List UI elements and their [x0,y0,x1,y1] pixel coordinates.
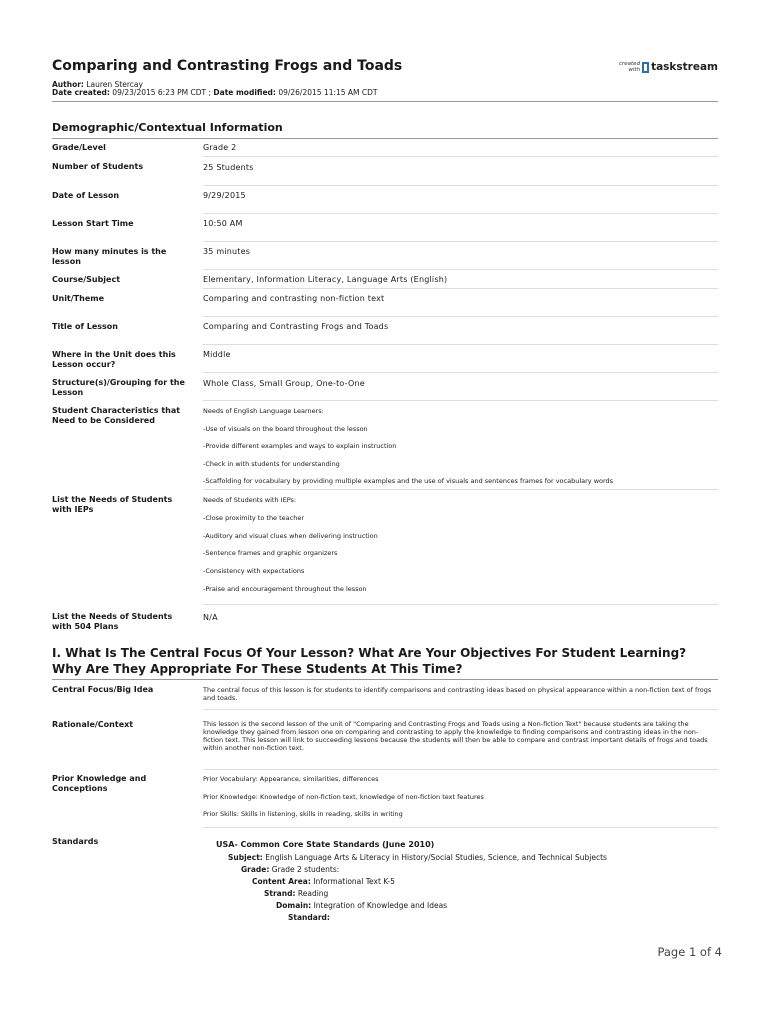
dates-line [52,88,378,97]
standards-grade: Grade: Grade 2 students: [241,865,340,874]
row-label: List the Needs of Students with IEPs [52,495,173,514]
characteristics-line: -Use of visuals on the board throughout the lesson [203,425,368,433]
date-modified: 09/26/2015 11:15 AM CDT [278,88,378,97]
row-divider [203,156,718,157]
row-divider [203,769,718,770]
iep-line: Needs of Students with IEPs: [203,496,297,504]
row-divider [203,241,718,242]
taskstream-logo [619,61,718,73]
standards-subject: Subject: English Language Arts & Literacy in History/Social Studies, Science, and Technical Subjects [228,853,607,862]
row-label: Course/Subject [52,275,121,284]
row-value: 25 Students [203,163,254,172]
row-value: Elementary, Information Literacy, Language Arts (English) [203,275,448,284]
date-created: 09/23/2015 6:23 PM CDT [112,88,207,97]
row-value: N/A [203,613,218,622]
iep-line: -Praise and encouragement throughout the lesson [203,585,367,593]
row-label: Structure(s)/Grouping for the Lesson [52,378,185,397]
row-divider [203,489,718,490]
iep-line: -Sentence frames and graphic organizers [203,549,338,557]
row-value: Comparing and contrasting non-fiction text [203,294,385,303]
characteristics-line: -Check in with students for understanding [203,460,340,468]
prior-line: Prior Skills: Skills in listening, skills in reading, skills in writing [203,810,403,818]
central-focus-text: The central focus of this lesson is for students to identify comparisons and contrasting ideas based on physical appearance within a non-fiction text of frogs and toads. [203,686,712,702]
standards-content-area: Content Area: Informational Text K-5 [252,877,395,886]
author-label: Author: [52,80,84,89]
created-with-text: created with [618,61,641,73]
row-label: Rationale/Context [52,720,134,729]
row-divider [203,269,718,270]
row-divider [203,604,718,605]
row-value: Comparing and Contrasting Frogs and Toads [203,322,389,331]
row-divider [203,709,718,710]
iep-line: -Auditory and visual clues when delivering instruction [203,532,378,540]
section-divider [52,679,718,680]
section-divider [52,138,718,139]
rationale-text: This lesson is the second lesson of the unit of "Comparing and Contrasting Frogs and Toads using a Non-fiction Text" because students are taking the knowledge they gained from lesson one on comparing and contrasting to apply the knowledge to finding comparisons and contrasting ideas in the non-fiction text. This lesson will link to succeeding lessons because the students will then be able to compare and contrast important details of frogs and toads within another non-fiction text. [203,720,708,752]
row-value: Middle [203,350,231,359]
row-label: Date of Lesson [52,191,120,200]
row-divider [203,827,718,828]
characteristics-line: Needs of English Language Learners: [203,407,324,415]
author-name: Lauren Stercay [86,80,143,89]
row-value: 10:50 AM [203,219,243,228]
row-label: Where in the Unit does this Lesson occur? [52,350,176,369]
row-label: Prior Knowledge and Conceptions [52,774,147,793]
standards-standard: Standard: [288,913,330,922]
row-divider [203,400,718,401]
row-value: 35 minutes [203,247,251,256]
row-value: Grade 2 [203,143,237,152]
row-divider [203,185,718,186]
prior-line: Prior Knowledge: Knowledge of non-fiction text, knowledge of non-fiction text features [203,793,484,801]
characteristics-line: -Provide different examples and ways to explain instruction [203,442,397,450]
prior-line: Prior Vocabulary: Appearance, similarities, differences [203,775,379,783]
date-created-label: Date created: [52,88,110,97]
page-number: Page 1 of 4 [657,945,722,959]
row-label: Student Characteristics that Need to be Considered [52,406,181,425]
row-label: How many minutes is the lesson [52,247,167,266]
standards-domain: Domain: Integration of Knowledge and Ideas [276,901,448,910]
row-label: Number of Students [52,162,144,171]
row-value: 9/29/2015 [203,191,246,200]
header-divider [52,101,718,102]
row-label: Central Focus/Big Idea [52,685,154,694]
row-label: Unit/Theme [52,294,105,303]
row-label: List the Needs of Students with 504 Plans [52,612,173,631]
date-modified-label: Date modified: [213,88,276,97]
iep-line: -Consistency with expectations [203,567,305,575]
taskstream-logo-icon [642,62,649,73]
row-value: Whole Class, Small Group, One-to-One [203,379,365,388]
row-divider [203,344,718,345]
standards-title: USA- Common Core State Standards (June 2010) [216,840,435,849]
section-heading-central-focus: I. What Is The Central Focus Of Your Lesson? What Are Your Objectives For Student Learning? Why Are They Appropriate For These Students At This Time? [52,646,687,676]
row-label: Standards [52,837,99,846]
row-divider [203,316,718,317]
characteristics-line: -Scaffolding for vocabulary by providing multiple examples and the use of visuals and sentences frames for vocabulary words [203,477,614,485]
row-divider [203,372,718,373]
iep-line: -Close proximity to the teacher [203,514,305,522]
date-separator: ; [208,88,212,97]
row-label: Grade/Level [52,143,106,152]
brand-name: taskstream [651,61,718,73]
document-title: Comparing and Contrasting Frogs and Toads [52,58,403,74]
row-divider [203,213,718,214]
standards-strand: Strand: Reading [264,889,329,898]
row-divider [203,288,718,289]
section-heading-demographic: Demographic/Contextual Information [52,121,283,134]
row-label: Title of Lesson [52,322,118,331]
row-label: Lesson Start Time [52,219,134,228]
